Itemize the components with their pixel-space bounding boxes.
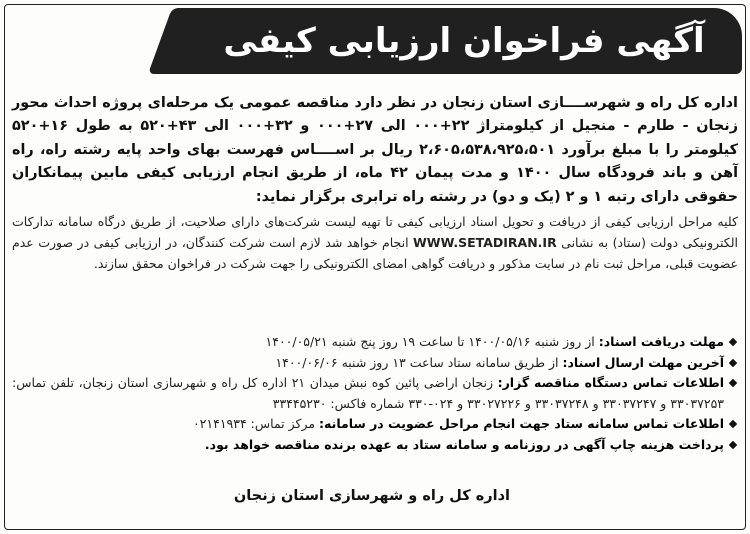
item-label: مهلت دریافت اسناد: bbox=[598, 334, 724, 349]
list-item-submission-deadline bbox=[12, 353, 738, 374]
notice-title: آگهی فراخوان ارزیابی کیفی bbox=[223, 21, 705, 61]
item-label: اطلاعات تماس دستگاه مناقصه گزار: bbox=[497, 375, 725, 391]
procedure-paragraph bbox=[12, 212, 738, 274]
list-item-document-deadline bbox=[12, 332, 738, 353]
item-text: زنجان اراضی پائین کوه نبش میدان ۲۱ اداره کل راه و شهرسازی استان زنجان، تلفن تماس: ۳۳۰۳۷۲۵۳ و ۳۳۰۳۷۲۴۷ و ۳۳۰۳۷۲۴۸ و ۳۳۰۲۷۲۲۶ و ۰۲۴-۳۳۰ شماره فاکس: ۳۳۴۴۵۲۳۰ bbox=[12, 375, 724, 411]
intro-paragraph: اداره کل راه و شهرســــازی استان زنجان در نظر دارد مناقصه عمومی یک مرحله‌ای پروژه احداث محور زنجان - طارم - منجیل از کیلومتراژ ۲۲+۰۰۰ الی ۲۷+۰۰۰ و ۳۲+۰۰۰ الی ۴۳+۵۲۰ به طول ۱۶+۵۲۰ کیلومتر را با مبلغ برآورد ۲،۶۰۵،۵۳۸،۹۲۵،۵۰۱ ریال بر اســــاس فهرست بهای واحد پایه رشته راه، راه آهن و باند فرودگاه سال ۱۴۰۰ و مدت پیمان ۴۲ ماه، از طریق انجام ارزیابی کیفی مابین پیمانکاران حقوقی دارای رتبه ۱ و ۲ (یک و دو) در رشته راه ترابری برگزار نماید: bbox=[12, 95, 738, 205]
setad-website-link[interactable]: WWW.SETADIRAN.IR bbox=[413, 234, 557, 250]
details-list bbox=[12, 332, 738, 456]
list-item-contact-info bbox=[12, 373, 738, 414]
item-text: از طریق سامانه ستاد ساعت ۱۳ روز شنبه ۱۴۰۰/۰۶/۰۶ bbox=[275, 354, 559, 370]
item-label: اطلاعات تماس سامانه ستاد جهت انجام مراحل عضویت در سامانه: bbox=[319, 416, 724, 432]
procedure-text-1: کلیه مراحل ارزیابی کیفی از دریافت و تحویل اسناد ارزیابی کیفی تا تهیه لیست شرکت‌های دارای صلاحیت، از طریق درگاه سامانه تدارکات الکترونیکی دولت (ستاد) به نشانی bbox=[12, 214, 738, 250]
item-label: آخرین مهلت ارسال اسناد: bbox=[562, 354, 724, 370]
item-text: مرکز تماس: ۰۲۱۴۱۹۳۴ bbox=[192, 416, 316, 432]
title-banner bbox=[186, 8, 742, 74]
procedure-text-2: انجام خواهد شد لازم است شرکت کنندگان، در ارزیابی کیفی در صورت عدم عضویت قبلی، مراحل ثبت نام در سایت مذکور و دریافت گواهی امضای الکترونیکی را جهت شرکت در فراخوان محقق سازند. bbox=[12, 234, 738, 271]
item-label: پرداخت هزینه چاپ آگهی در روزنامه و سامانه ستاد به عهده برنده مناقصه خواهد بود. bbox=[204, 436, 724, 452]
item-text: از روز شنبه ۱۴۰۰/۰۵/۱۶ تا ساعت ۱۹ روز پنج شنبه ۱۴۰۰/۰۵/۲۱ bbox=[265, 334, 595, 349]
list-item-setad-contact bbox=[12, 414, 738, 435]
list-item-ad-cost bbox=[12, 435, 738, 456]
issuer-signature: اداره کل راه و شهرسازی استان زنجان bbox=[233, 488, 510, 504]
